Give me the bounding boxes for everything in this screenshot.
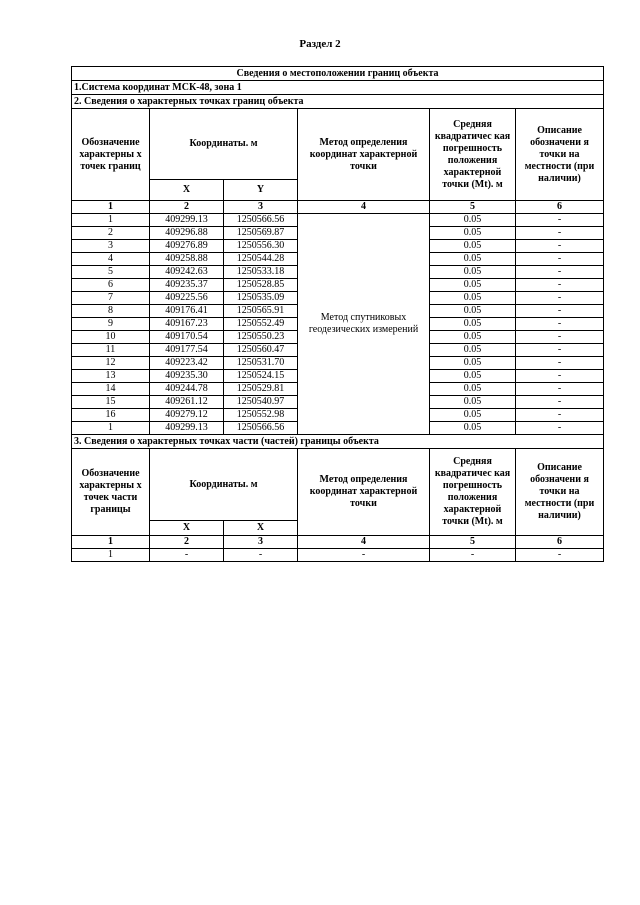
coord-x: 409235.37 — [150, 279, 224, 292]
colnum: 5 — [430, 536, 516, 549]
point-id: 14 — [72, 383, 150, 396]
method-value: - — [298, 549, 430, 562]
header-error: Средняя квадратичес кая погрешность положения характерной точки (Mt). м — [430, 449, 516, 536]
page-title: Раздел 2 — [299, 38, 341, 50]
point-id: 12 — [72, 357, 150, 370]
coord-y: 1250535.09 — [224, 292, 298, 305]
colnum: 6 — [516, 536, 604, 549]
section2-title: 2. Сведения о характерных точках границ объекта — [72, 95, 604, 109]
coord-y: 1250529.81 — [224, 383, 298, 396]
description-value: - — [516, 279, 604, 292]
description-value: - — [516, 318, 604, 331]
point-id: 6 — [72, 279, 150, 292]
section3-row — [72, 435, 604, 449]
colnum: 2 — [150, 201, 224, 214]
header-coordinates: Координаты. м — [150, 109, 298, 180]
point-id: 10 — [72, 331, 150, 344]
coord-x: 409244.78 — [150, 383, 224, 396]
coord-y: 1250524.15 — [224, 370, 298, 383]
point-id: 1 — [72, 422, 150, 435]
header-description: Описание обозначени я точки на местности (при наличии) — [516, 449, 604, 536]
description-value: - — [516, 292, 604, 305]
point-id: 5 — [72, 266, 150, 279]
coord-x: 409258.88 — [150, 253, 224, 266]
coord-x: 409177.54 — [150, 344, 224, 357]
description-value: - — [516, 396, 604, 409]
header-method: Метод определения координат характерной точки — [298, 109, 430, 201]
header-method: Метод определения координат характерной точки — [298, 449, 430, 536]
error-value: 0.05 — [430, 409, 516, 422]
coord-x: 409223.42 — [150, 357, 224, 370]
coord-y: 1250531.70 — [224, 357, 298, 370]
point-id: 2 — [72, 227, 150, 240]
point-id: 9 — [72, 318, 150, 331]
colnum: 3 — [224, 536, 298, 549]
error-value: 0.05 — [430, 305, 516, 318]
point-id: 7 — [72, 292, 150, 305]
section3-header-row — [72, 449, 604, 521]
point-id: 4 — [72, 253, 150, 266]
error-value: 0.05 — [430, 344, 516, 357]
point-id: 1 — [72, 549, 150, 562]
header-x: X — [150, 180, 224, 201]
description-value: - — [516, 214, 604, 227]
coord-x: 409261.12 — [150, 396, 224, 409]
method-cell: Метод спутниковых геодезических измерений — [298, 214, 430, 435]
colnum: 2 — [150, 536, 224, 549]
error-value: - — [430, 549, 516, 562]
coord-y: 1250566.56 — [224, 422, 298, 435]
coord-x: 409279.12 — [150, 409, 224, 422]
colnum: 6 — [516, 201, 604, 214]
coord-x: 409176.41 — [150, 305, 224, 318]
description-value: - — [516, 422, 604, 435]
description-value: - — [516, 266, 604, 279]
coord-y: 1250569.87 — [224, 227, 298, 240]
header-coordinates: Координаты. м — [150, 449, 298, 521]
table-row — [72, 549, 604, 562]
error-value: 0.05 — [430, 383, 516, 396]
header-y: Y — [224, 180, 298, 201]
error-value: 0.05 — [430, 292, 516, 305]
table-row — [72, 214, 604, 227]
coord-y: 1250565.91 — [224, 305, 298, 318]
description-value: - — [516, 383, 604, 396]
coord-y: 1250560.47 — [224, 344, 298, 357]
error-value: 0.05 — [430, 279, 516, 292]
coord-y: 1250544.28 — [224, 253, 298, 266]
coord-x: - — [150, 549, 224, 562]
description-value: - — [516, 357, 604, 370]
colnum: 1 — [72, 201, 150, 214]
description-value: - — [516, 240, 604, 253]
coord-x: 409242.63 — [150, 266, 224, 279]
colnum: 4 — [298, 536, 430, 549]
error-value: 0.05 — [430, 214, 516, 227]
error-value: 0.05 — [430, 253, 516, 266]
colnum: 3 — [224, 201, 298, 214]
point-id: 16 — [72, 409, 150, 422]
section2-colnum-row — [72, 201, 604, 214]
error-value: 0.05 — [430, 331, 516, 344]
section3-title: 3. Сведения о характерных точках части (частей) границы объекта — [72, 435, 604, 449]
description-value: - — [516, 227, 604, 240]
coord-y: 1250533.18 — [224, 266, 298, 279]
coord-y: 1250556.30 — [224, 240, 298, 253]
header-description: Описание обозначени я точки на местности (при наличии) — [516, 109, 604, 201]
section3-colnum-row — [72, 536, 604, 549]
point-id: 8 — [72, 305, 150, 318]
coord-x: 409225.56 — [150, 292, 224, 305]
coord-x: 409167.23 — [150, 318, 224, 331]
coord-y: 1250540.97 — [224, 396, 298, 409]
description-value: - — [516, 370, 604, 383]
description-value: - — [516, 549, 604, 562]
header-y: X — [224, 521, 298, 536]
colnum: 4 — [298, 201, 430, 214]
error-value: 0.05 — [430, 396, 516, 409]
coord-x: 409276.89 — [150, 240, 224, 253]
error-value: 0.05 — [430, 370, 516, 383]
section1-row — [72, 81, 604, 95]
point-id: 3 — [72, 240, 150, 253]
coord-y: - — [224, 549, 298, 562]
header-designation: Обозначение характерны х точек части границы — [72, 449, 150, 536]
error-value: 0.05 — [430, 422, 516, 435]
coord-y: 1250552.49 — [224, 318, 298, 331]
coord-y: 1250566.56 — [224, 214, 298, 227]
point-id: 15 — [72, 396, 150, 409]
description-value: - — [516, 305, 604, 318]
table-title-row — [72, 67, 604, 81]
point-id: 1 — [72, 214, 150, 227]
error-value: 0.05 — [430, 240, 516, 253]
coord-x: 409299.13 — [150, 214, 224, 227]
header-error: Средняя квадратичес кая погрешность положения характерной точки (Mt). м — [430, 109, 516, 201]
coord-y: 1250552.98 — [224, 409, 298, 422]
description-value: - — [516, 253, 604, 266]
table-title: Сведения о местоположении границ объекта — [72, 67, 604, 81]
header-x: X — [150, 521, 224, 536]
point-id: 11 — [72, 344, 150, 357]
point-id: 13 — [72, 370, 150, 383]
colnum: 1 — [72, 536, 150, 549]
coord-x: 409235.30 — [150, 370, 224, 383]
error-value: 0.05 — [430, 227, 516, 240]
colnum: 5 — [430, 201, 516, 214]
error-value: 0.05 — [430, 318, 516, 331]
section2-header-row — [72, 109, 604, 180]
description-value: - — [516, 331, 604, 344]
coord-x: 409170.54 — [150, 331, 224, 344]
coordinate-system: 1.Система координат МСК-48, зона 1 — [72, 81, 604, 95]
boundary-table — [71, 66, 604, 562]
coord-y: 1250550.23 — [224, 331, 298, 344]
coord-y: 1250528.85 — [224, 279, 298, 292]
coord-x: 409296.88 — [150, 227, 224, 240]
error-value: 0.05 — [430, 266, 516, 279]
description-value: - — [516, 409, 604, 422]
section2-row — [72, 95, 604, 109]
description-value: - — [516, 344, 604, 357]
coord-x: 409299.13 — [150, 422, 224, 435]
header-designation: Обозначение характерны х точек границ — [72, 109, 150, 201]
error-value: 0.05 — [430, 357, 516, 370]
